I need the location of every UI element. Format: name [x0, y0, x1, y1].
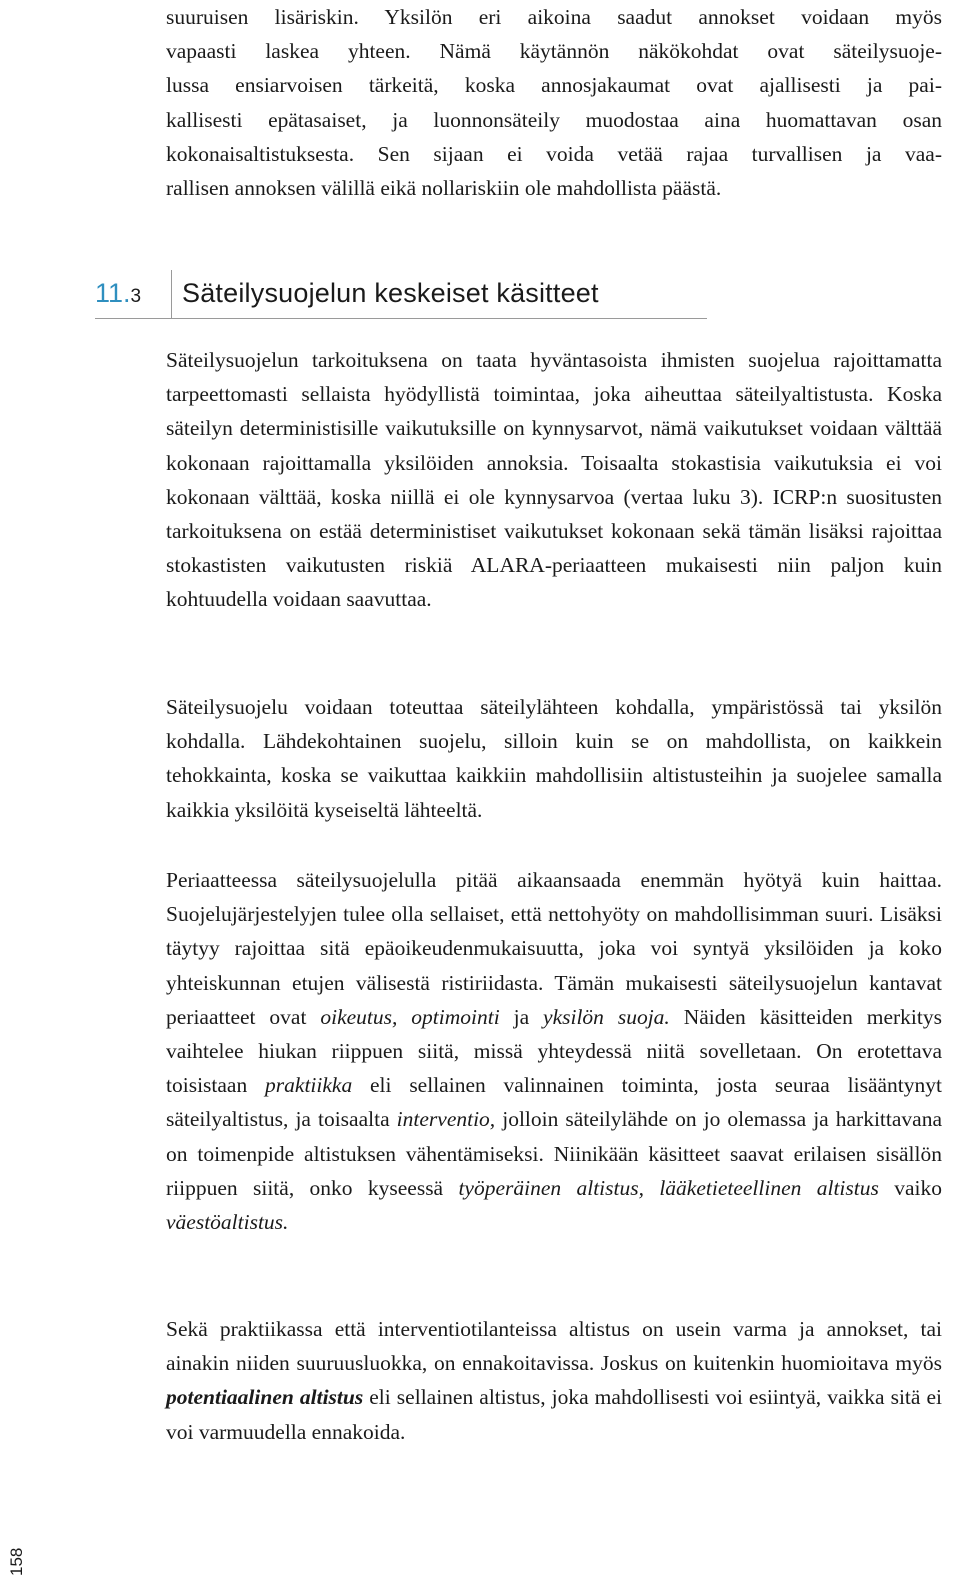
paragraph-4	[166, 1312, 942, 1449]
paragraph-text: ja	[499, 1004, 544, 1029]
emphasis-term: interventio,	[396, 1107, 496, 1132]
paragraph-text: eli sellainen altistus, joka mahdollisesti voi esiintyä, vaikka sitä ei voi varmuudella ennakoida.	[166, 1385, 942, 1444]
intro-paragraph	[166, 0, 942, 205]
emphasis-term: oikeutus, optimointi	[320, 1004, 500, 1029]
strong-term: potentiaalinen altistus	[166, 1385, 364, 1410]
section-heading	[95, 270, 707, 319]
emphasis-term: väestöaltistus.	[166, 1210, 289, 1235]
paragraph-text: Näiden käsitteiden merkitys vaihtelee hiukan riippuen siitä, missä yhteydessä niitä sovelletaan. On erotettava toisistaan	[166, 1004, 942, 1098]
paragraph-text: jolloin säteilylähde on jo olemassa ja harkittavana on toimenpide altistuksen vähentämiseksi. Niinikään käsitteet saavat erilaisen sisällön riippuen siitä, onko kyseessä	[166, 1107, 943, 1200]
chapter-number: 11.	[95, 278, 131, 308]
section-title: Säteilysuojelun keskeiset käsitteet	[182, 278, 599, 308]
subsection-number: 3	[130, 286, 142, 307]
emphasis-term: praktiikka	[265, 1073, 353, 1098]
paragraph-text: Periaatteessa säteilysuojelulla pitää aikaansaada enemmän hyötyä kuin haittaa. Suojelujärjestelyjen tulee olla sellaiset, että nettohyöty on mahdollisimman suuri. Lisäksi täytyy rajoittaa sitä epäoikeudenmukaisuutta, joka voi syntyä yksilöiden ja koko yhteiskunnan etujen välisestä ristiriidasta. Tämän mukaisesti säteilysuojelun kantavat periaatteet ovat	[166, 868, 942, 1029]
paragraph-2: Säteilysuojelu voidaan toteuttaa säteilylähteen kohdalla, ympäristössä tai yksilön kohdalla. Lähdekohtainen suojelu, silloin kuin se on mahdollista, on kaikkein tehokkainta, koska se vaikuttaa kaikkiin mahdollisiin altistusteihin ja suojelee samalla kaikkia yksilöitä kyseiseltä lähteeltä.	[166, 695, 942, 822]
paragraph-text: Sekä praktiikassa että interventiotilanteissa altistus on usein varma ja annokset, tai ainakin niiden suuruusluokka, on ennakoitavissa. Joskus on kuitenkin huomioitava myös	[166, 1317, 942, 1376]
intro-line: kallisesti epätasaiset, ja luonnonsäteily muodostaa aina huomattavan osan	[166, 107, 942, 132]
intro-line: rallisen annoksen välillä eikä nollariskiin ole mahdollista päästä.	[166, 176, 722, 201]
paragraph-text: vaiko	[878, 1175, 942, 1200]
intro-line: vapaasti laskea yhteen. Nämä käytännön näkökohdat ovat säteilysuoje-	[166, 39, 942, 64]
paragraph-1: Säteilysuojelun tarkoituksena on taata hyväntasoista ihmisten suojelua rajoittamatta tarpeettomasti sellaista hyödyllistä toimintaa, joka aiheuttaa säteilyaltistusta. Koska säteilyn deterministisille vaikutuksille on kynnysarvot, nämä vaikutukset voidaan välttää kokonaan rajoittamalla yksilöiden annoksia. Toisaalta stokastisia vaikutuksia ei voi kokonaan välttää, koska niillä ei ole kynnysarvoa (vertaa luku 3). ICRP:n suositusten tarkoituksena on estää deterministiset vaikutukset kokonaan sekä tämän lisäksi rajoittaa stokastisten vaikutusten riskiä ALARA-periaatteen mukaisesti niin paljon kuin kohtuudella voidaan saavuttaa.	[166, 348, 942, 612]
section-number	[95, 276, 141, 314]
intro-line: kokonaisaltistuksesta. Sen sijaan ei voida vetää rajaa turvallisen ja vaa-	[166, 141, 942, 166]
emphasis-term: yksilön suoja.	[543, 1004, 670, 1029]
paragraph-text: eli sellainen valinnainen toiminta, josta seuraa lisääntynyt säteilyaltistus, ja toisaalta	[166, 1073, 942, 1132]
intro-line: suuruisen lisäriskin. Yksilön eri aikoina saadut annokset voidaan myös	[166, 5, 942, 29]
heading-divider	[171, 270, 172, 318]
emphasis-term: työperäinen altistus, lääketieteellinen altistus	[458, 1175, 879, 1200]
intro-line: lussa ensiarvoisen tärkeitä, koska annosjakaumat ovat ajallisesti ja pai-	[166, 73, 942, 98]
paragraph-3	[166, 863, 942, 1239]
page-number: 158	[7, 1547, 26, 1577]
